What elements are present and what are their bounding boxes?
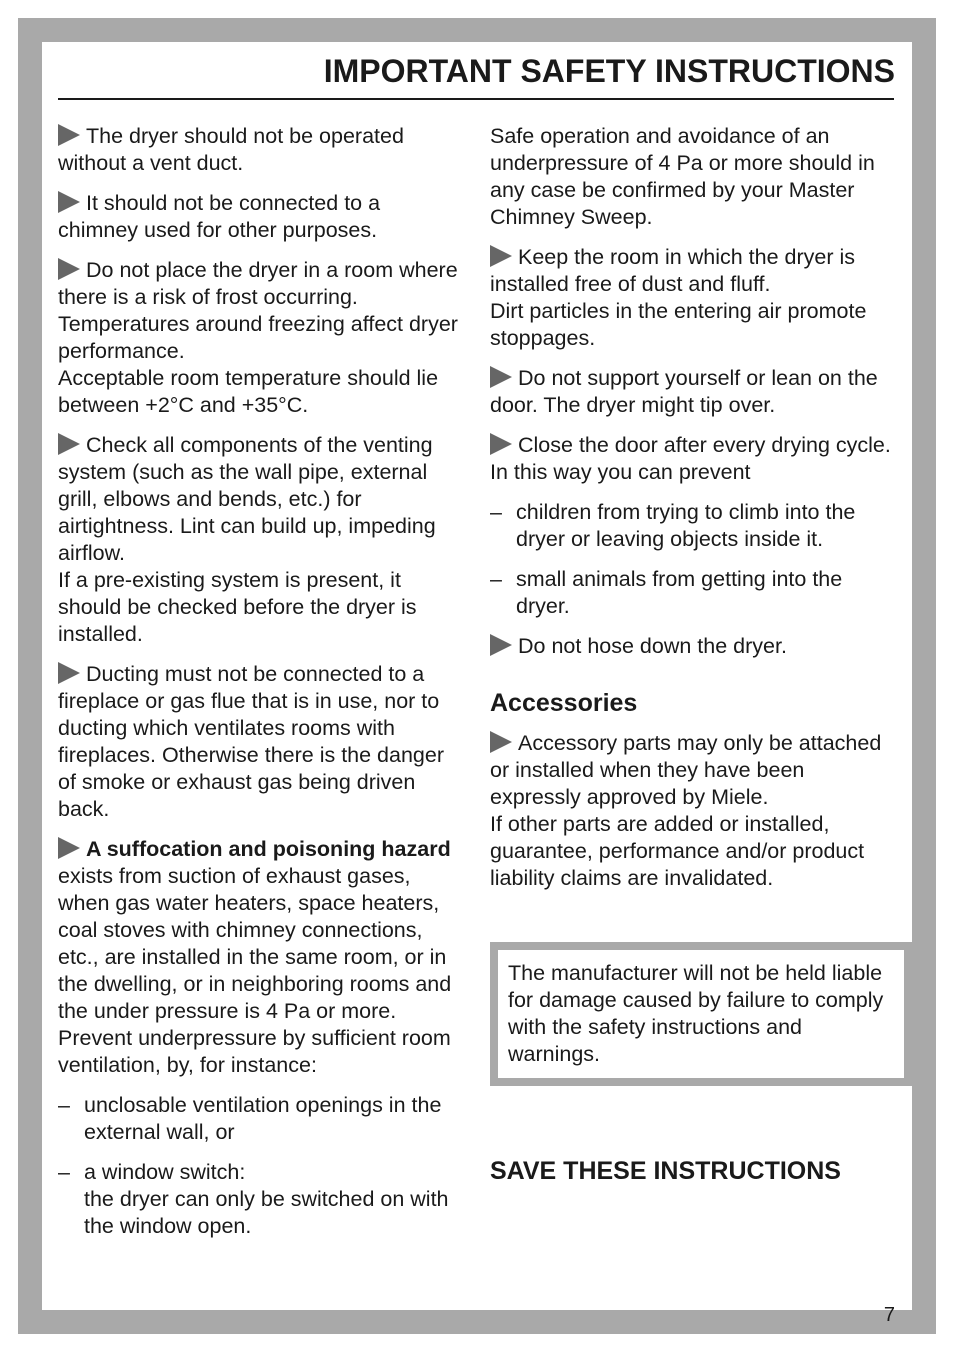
triangle-bullet-icon (58, 662, 80, 684)
left-column (58, 123, 466, 1253)
triangle-bullet-icon (58, 124, 80, 146)
paragraph: Safe operation and avoidance of an underpressure of 4 Pa or more should in any case be confirmed by your Master Chimney Sweep. (490, 124, 875, 229)
page-title: IMPORTANT SAFETY INSTRUCTIONS (323, 53, 895, 89)
dash-bullet: – (58, 1160, 70, 1184)
paragraph: The dryer should not be operated without a vent duct. (58, 124, 404, 175)
save-instructions-heading: SAVE THESE INSTRUCTIONS (490, 1157, 841, 1185)
paragraph: Do not support yourself or lean on the door. The dryer might tip over. (490, 366, 878, 417)
triangle-bullet-icon (58, 837, 80, 859)
list-item: – small animals from getting into the dryer. (490, 567, 843, 618)
triangle-bullet-icon (58, 258, 80, 280)
paragraph: Accessory parts may only be attached or installed when they have been expressly approved by Miele. If other parts are added or installed, guarantee, performance and/or product liability claims are invalidated. (490, 731, 882, 890)
paragraph: Check all components of the venting system (such as the wall pipe, external grill, elbows and bends, etc.) for airtightness. Lint can build up, impeding airflow. If a pre-existing system is present, it should be checked before the dryer is installed. (58, 433, 436, 646)
paragraph: It should not be connected to a chimney used for other purposes. (58, 191, 381, 242)
triangle-bullet-icon (58, 191, 80, 213)
paragraph: Close the door after every drying cycle. In this way you can prevent (490, 433, 891, 484)
paragraph: A suffocation and poisoning hazard exists from suction of exhaust gases, when gas water heaters, space heaters, coal stoves with chimney connections, etc., are installed in the same room, or in the dwelling, or in neighboring rooms and the under pressure is 4 Pa or more. Prevent underpressure by sufficient room ventilation, by, for instance: (58, 837, 452, 1077)
paragraph: Do not place the dryer in a room where there is a risk of frost occurring. Temperatures around freezing affect dryer performance. Acceptable room temperature should lie between +2°C and +35°C. (58, 258, 458, 417)
paragraph: Do not hose down the dryer. (490, 633, 898, 660)
dash-bullet: – (490, 567, 502, 591)
accessories-heading: Accessories (490, 689, 638, 717)
dash-bullet: – (58, 1093, 70, 1117)
list-item: – children from trying to climb into the dryer or leaving objects inside it. (490, 500, 856, 551)
triangle-bullet-icon (490, 433, 512, 455)
liability-notice-text: The manufacturer will not be held liable for damage caused by failure to comply with the safety instructions and warnings. (508, 961, 884, 1066)
right-column (490, 123, 898, 1186)
list-item: – a window switch: the dryer can only be switched on with the window open. (58, 1160, 449, 1238)
hazard-warning: A suffocation and poisoning hazard (86, 837, 451, 861)
triangle-bullet-icon (490, 245, 512, 267)
list-item: – unclosable ventilation openings in the external wall, or (58, 1093, 442, 1144)
paragraph: Ducting must not be connected to a fireplace or gas flue that is in use, nor to ducting which ventilates rooms with fireplaces. Otherwise there is the danger of smoke or exhaust gas being driven back. (58, 662, 445, 821)
paragraph: Keep the room in which the dryer is installed free of dust and fluff. Dirt particles in the entering air promote stoppages. (490, 245, 867, 350)
page-number: 7 (883, 1304, 895, 1326)
triangle-bullet-icon (490, 634, 512, 656)
triangle-bullet-icon (490, 731, 512, 753)
triangle-bullet-icon (490, 366, 512, 388)
liability-notice-box (490, 942, 912, 1086)
dash-bullet: – (490, 500, 502, 524)
page (42, 42, 912, 1326)
header-rule (58, 98, 894, 100)
triangle-bullet-icon (58, 433, 80, 455)
